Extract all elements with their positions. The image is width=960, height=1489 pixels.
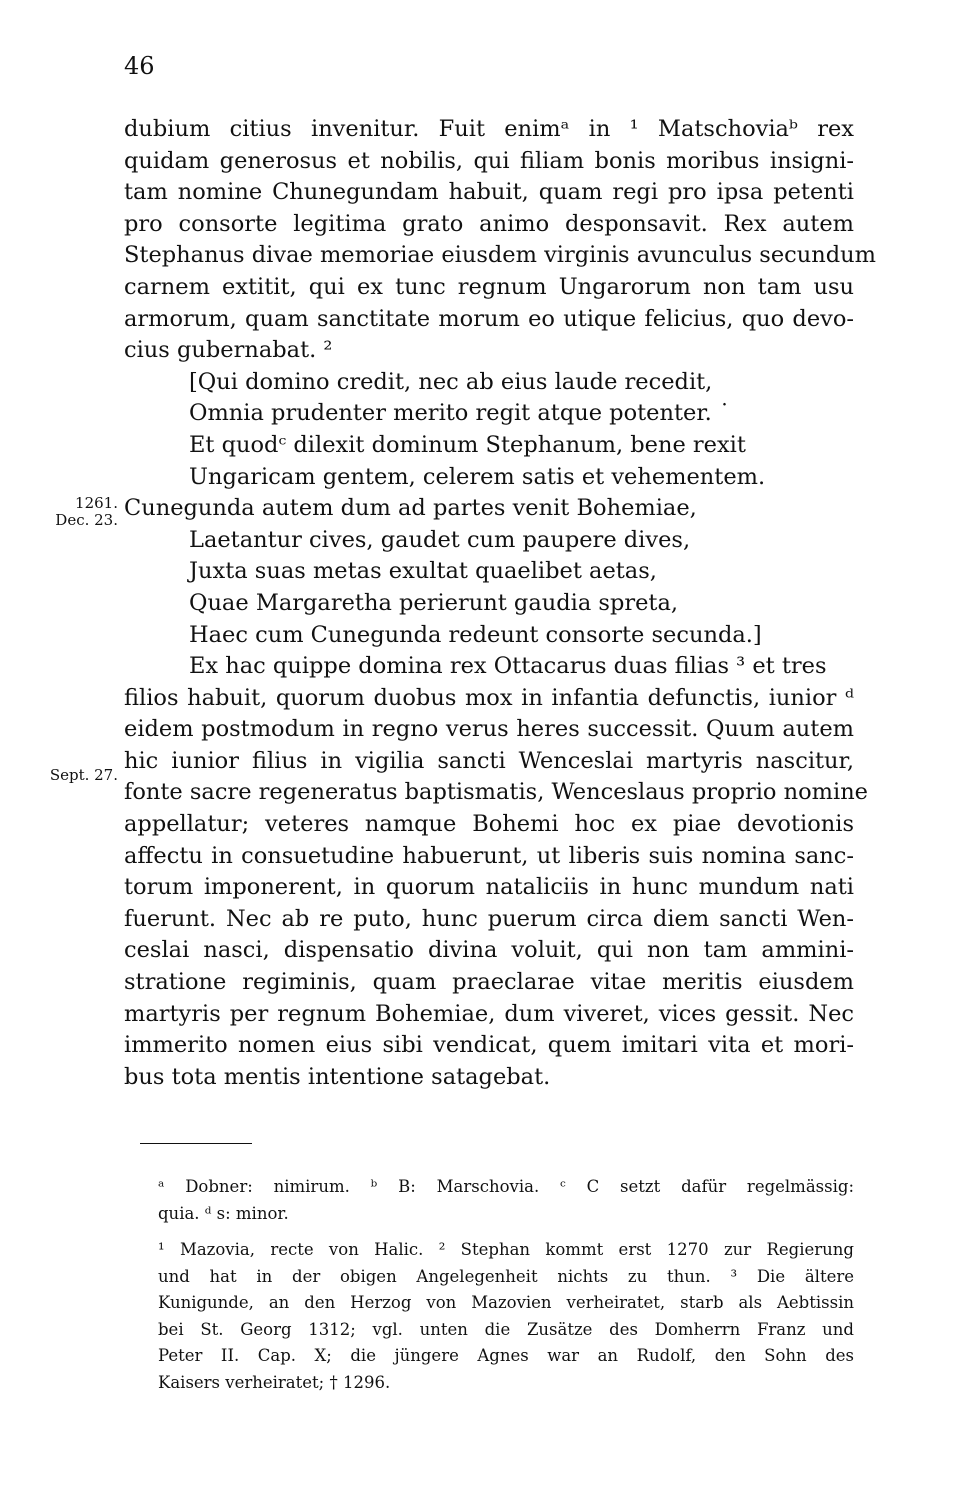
verse-line: Quae Margaretha perierunt gaudia spreta, (189, 589, 679, 616)
footnote-line: und hat in der obigen Angelegenheit nichts zu thun. ³ Die ältere (158, 1266, 854, 1286)
paragraph-2 (124, 651, 868, 1093)
footnote-divider (140, 1143, 252, 1144)
text-line: affectu in consuetudine habuerunt, ut liberis suis nomina sanc- (124, 842, 854, 869)
footnotes (158, 1174, 854, 1406)
footnotes-critical (158, 1174, 854, 1227)
verse-line: [Qui domino credit, nec ab eius laude recedit, (189, 368, 713, 395)
verse-line: Haec cum Cunegunda redeunt consorte secunda.] (189, 621, 762, 648)
footnote-line: Kunigunde, an den Herzog von Mazovien verheiratet, starb als Aebtissin (158, 1293, 854, 1312)
verse-line: Laetantur cives, gaudet cum paupere dives, (189, 526, 691, 553)
text-line: dubium citius invenitur. Fuit enimᵃ in ¹ Matschoviaᵇ rex (124, 116, 854, 142)
text-line: Stephanus divae memoriae eiusdem virginis avunculus secundum (124, 242, 876, 269)
text-line: martyris per regnum Bohemiae, dum viveret, vices gessit. Nec (124, 1000, 854, 1027)
text-line: appellatur; veteres namque Bohemi hoc ex piae devotionis (124, 811, 854, 838)
margin-note-date-1261 (28, 495, 118, 529)
verse-line: Omnia prudenter merito regit atque potenter. ˙ (189, 400, 731, 427)
verse-line: Ungaricam gentem, celerem satis et vehementem. (189, 463, 766, 490)
text-line: fonte sacre regeneratus baptismatis, Wenceslaus proprio nomine (124, 779, 868, 806)
text-line: armorum, quam sanctitate morum eo utique felicius, quo devo- (124, 305, 854, 332)
footnotes-explanatory (158, 1237, 854, 1396)
text-line: hic iunior filius in vigilia sancti Wenceslai martyris nascitur, (124, 747, 854, 774)
text-line: ceslai nasci, dispensatio divina voluit, qui non tam ammini- (124, 937, 854, 964)
margin-note-year: 1261. (75, 494, 118, 512)
text-line: quidam generosus et nobilis, qui filiam bonis moribus insigni- (124, 147, 854, 174)
text-line: carnem extitit, qui ex tunc regnum Ungarorum non tam usu (124, 273, 854, 300)
footnote-line: ᵃ Dobner: nimirum. ᵇ B: Marschovia. ᶜ C setzt dafür regelmässig: (158, 1177, 854, 1196)
footnote-line: bei St. Georg 1312; vgl. unten die Zusätze des Domherrn Franz und (158, 1319, 854, 1339)
footnote-line: Kaisers verheiratet; † 1296. (158, 1372, 391, 1392)
text-line: tam nomine Chunegundam habuit, quam regi pro ipsa petenti (124, 179, 854, 206)
main-text (124, 114, 876, 1093)
verse-line: Juxta suas metas exultat quaelibet aetas, (189, 558, 657, 585)
text-line: cius gubernabat. ² (124, 337, 333, 364)
verse-block (124, 367, 854, 651)
footnote-line: ¹ Mazovia, recte von Halic. ² Stephan kommt erst 1270 zur Regierung (158, 1240, 854, 1259)
paragraph-1 (124, 114, 876, 367)
text-line: immerito nomen eius sibi vendicat, quem imitari vita et mori- (124, 1032, 854, 1059)
footnote-line: quia. ᵈ s: minor. (158, 1203, 289, 1223)
margin-note-sept-27: Sept. 27. (49, 766, 118, 784)
text-line: pro consorte legitima grato animo desponsavit. Rex autem (124, 210, 854, 237)
verse-line: Et quodᶜ dilexit dominum Stephanum, bene rexit (189, 431, 746, 458)
footnote-line: Peter II. Cap. X; die jüngere Agnes war an Rudolf, den Sohn des (158, 1346, 854, 1365)
text-line: torum imponerent, in quorum nataliciis in hunc mundum nati (124, 874, 854, 901)
text-line: fuerunt. Nec ab re puto, hunc puerum circa diem sancti Wen- (124, 905, 854, 932)
verse-line: Cunegunda autem dum ad partes venit Bohemiae, (124, 495, 697, 522)
text-line: stratione regiminis, quam praeclarae vitae meritis eiusdem (124, 969, 854, 996)
page-number: 46 (124, 52, 155, 80)
text-line: eidem postmodum in regno verus heres successit. Quum autem (124, 716, 854, 743)
text-line: bus tota mentis intentione satagebat. (124, 1063, 551, 1090)
text-line: filios habuit, quorum duobus mox in infantia defunctis, iunior ᵈ (124, 684, 854, 711)
text-line: Ex hac quippe domina rex Ottacarus duas filias ³ et tres (189, 653, 827, 680)
margin-note-day: Dec. 23. (55, 511, 118, 529)
